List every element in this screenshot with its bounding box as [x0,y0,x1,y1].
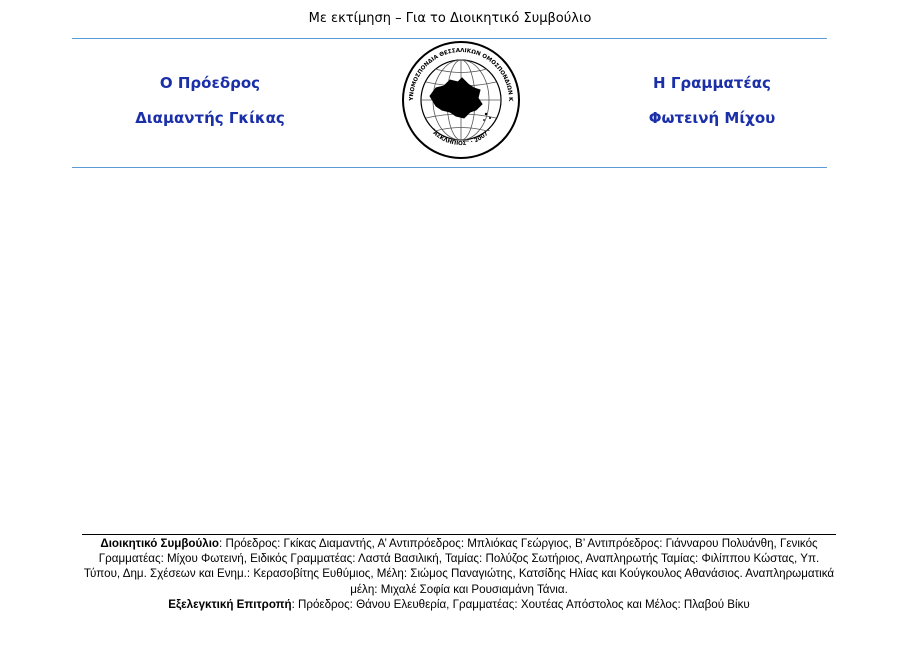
board-label: Διοικητικό Συμβούλιο [100,537,219,550]
signature-president [100,74,320,134]
signature-secretary [602,74,822,134]
globe-map-seal-icon [400,40,522,160]
logo-bottom-text: "ΑΣΚΛΗΠΙΟΣ" · 2007 · [429,128,493,148]
secretary-role: Η Γραμματέας [653,74,771,92]
closing-line: Με εκτίμηση – Για το Διοικητικό Συμβούλιο [308,11,592,26]
association-logo [400,40,522,160]
logo-ring-text: ΥΝΟΜΟΣΠΟΝΔΙΑ ΘΕΣΣΑΛΙΚΩΝ ΟΜΟΣΠΟΝΔΙΩΝ Κ [408,47,514,102]
president-role: Ο Πρόεδρος [159,74,261,92]
secretary-name: Φωτεινή Μίχου [648,109,776,127]
footer-divider [82,534,836,535]
audit-committee-label: Εξελεγκτική Επιτροπή [168,597,292,611]
audit-committee-text: : Πρόεδρος: Θάνου Ελευθερία, Γραμματέας: Χουτέας Απόστολος και Μέλος: Πλαβού Βίκυ [291,597,750,611]
bottom-divider [72,167,827,168]
president-name: Διαμαντής Γκίκας [135,109,285,127]
top-divider [72,38,827,39]
footer-board-info [82,536,836,612]
board-members-text: : Πρόεδρος: Γκίκας Διαμαντής, Α’ Αντιπρόεδρος: Μπλιόκας Γεώργιος, Β’ Αντιπρόεδρος: Γιάνναρου Πολυάνθη, Γενικός Γραμματέας: Μίχου Φωτεινή, Ειδικός Γραμματέας: Λαστά Βασιλική, Ταμίας: Πολύζος Σωτήριος, Αναπληρωτής Ταμίας: Φιλίππου Κώστας, Υπ. Τύπου, Δημ. Σχέσεων και Ενημ.: Κερασοβίτης Ευθύμιος, Μέλη: Σιώμος Παναγιώτης, Κατσίδης Ηλίας και Κούγκουλος Αθανάσιος. Αναπληρωματικά μέλη: Μιχαλέ Σοφία και Ρουσιαμάνη Τάνια. [83,537,835,596]
